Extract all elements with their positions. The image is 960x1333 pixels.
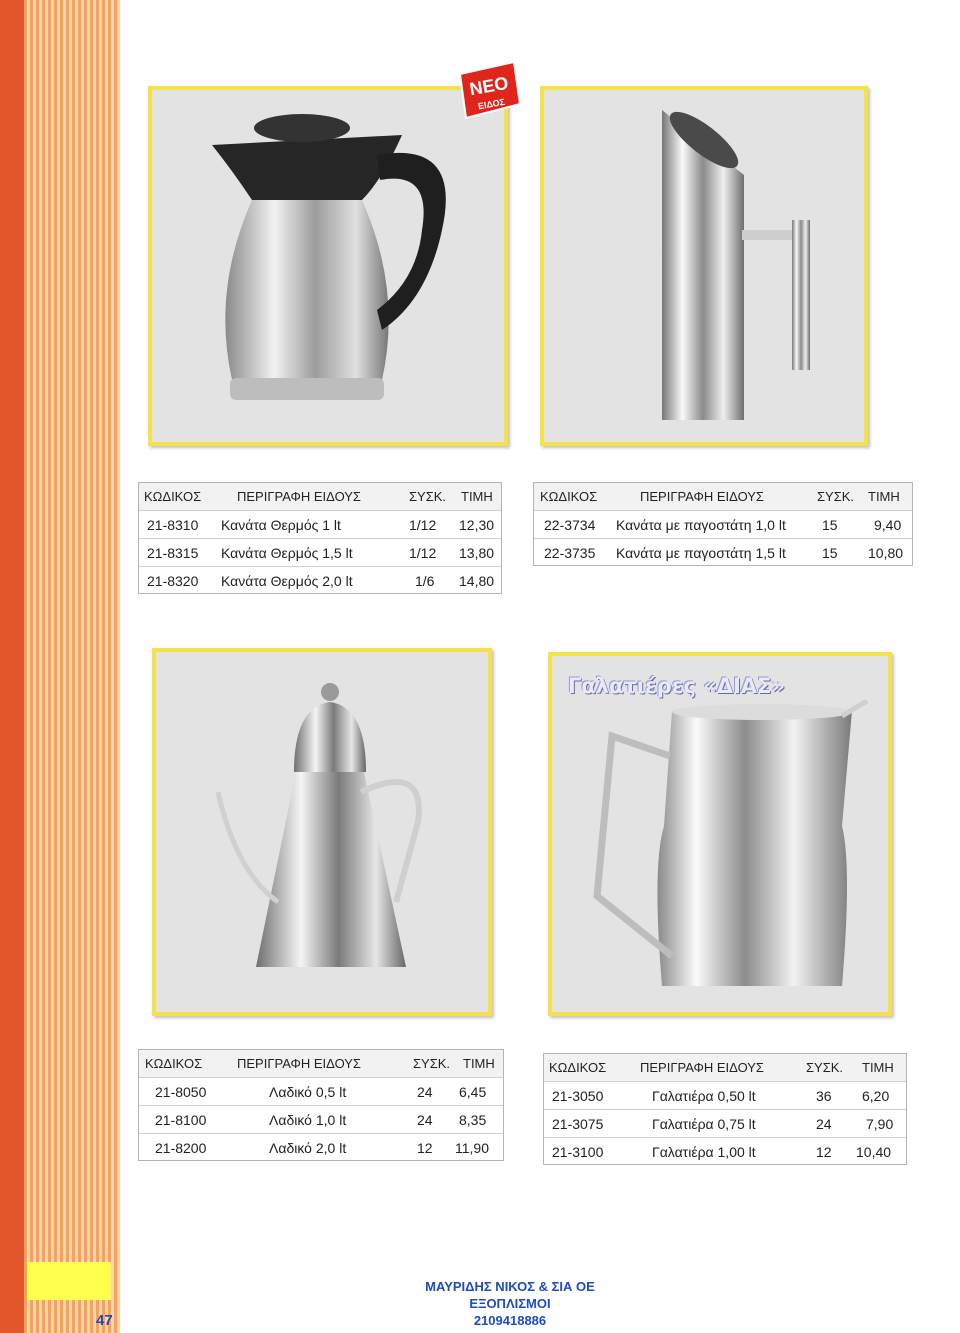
cell-price: 9,40 — [874, 517, 902, 533]
cell-desc: Γαλατιέρα 1,00 lt — [652, 1144, 756, 1160]
table-row — [544, 1137, 906, 1165]
cell-pack: 24 — [816, 1116, 832, 1132]
header-price: ΤΙΜΗ — [862, 1060, 894, 1075]
cell-code: 22-3734 — [544, 517, 596, 533]
cell-code: 22-3735 — [544, 545, 596, 561]
cell-price: 13,80 — [459, 545, 495, 561]
cell-desc: Κανάτα Θερμός 1 lt — [221, 517, 341, 533]
badge-line2: ΕΙΔΟΣ — [477, 96, 506, 112]
new-item-badge — [454, 60, 524, 122]
milk-jug-price-table — [543, 1053, 907, 1165]
cell-pack: 12 — [816, 1144, 832, 1160]
header-desc: ΠΕΡΙΓΡΑΦΗ ΕΙΔΟΥΣ — [237, 1056, 361, 1071]
header-pack: ΣΥΣΚ. — [409, 489, 447, 504]
header-desc: ΠΕΡΙΓΡΑΦΗ ΕΙΔΟΥΣ — [640, 1060, 764, 1075]
header-code: ΚΩΔΙΚΟΣ — [540, 489, 598, 504]
thermos-jug-illustration — [152, 90, 504, 442]
table-row — [139, 1133, 503, 1161]
cell-code: 21-8315 — [147, 545, 199, 561]
cell-pack: 1/6 — [415, 573, 435, 589]
header-price: ΤΙΜΗ — [461, 489, 493, 504]
cell-price: 14,80 — [459, 573, 495, 589]
badge-line1: ΝΕΟ — [468, 72, 510, 100]
cell-desc: Κανάτα Θερμός 2,0 lt — [221, 573, 353, 589]
cell-code: 21-8320 — [147, 573, 199, 589]
page-number: 47 — [96, 1312, 113, 1329]
thermos-jug-photo — [148, 86, 508, 446]
cell-desc: Λαδικό 0,5 lt — [269, 1084, 347, 1100]
cell-desc: Κανάτα Θερμός 1,5 lt — [221, 545, 353, 561]
header-desc: ΠΕΡΙΓΡΑΦΗ ΕΙΔΟΥΣ — [237, 489, 361, 504]
ice-jug-photo — [540, 86, 868, 446]
table-row — [139, 566, 501, 594]
ice-jug-price-table — [533, 482, 913, 566]
table-row — [534, 538, 912, 566]
cell-code: 21-8100 — [155, 1112, 207, 1128]
cell-code: 21-3100 — [552, 1144, 604, 1160]
cell-desc: Κανάτα με παγοστάτη 1,5 lt — [616, 545, 786, 561]
header-price: ΤΙΜΗ — [463, 1056, 495, 1071]
cell-pack: 1/12 — [409, 517, 437, 533]
table-row — [139, 1077, 503, 1105]
cell-pack: 12 — [417, 1140, 433, 1156]
table-row — [139, 538, 501, 566]
yellow-marker — [27, 1262, 111, 1300]
table-header-row — [139, 483, 501, 510]
milk-jug-photo — [548, 652, 892, 1016]
cell-desc: Γαλατιέρα 0,50 lt — [652, 1088, 756, 1104]
table-header-row — [139, 1050, 503, 1077]
header-code: ΚΩΔΙΚΟΣ — [144, 489, 202, 504]
cell-price: 7,90 — [866, 1116, 894, 1132]
cell-price: 10,40 — [856, 1144, 892, 1160]
header-code: ΚΩΔΙΚΟΣ — [145, 1056, 203, 1071]
milk-section-title: Γαλατιέρες «ΔΙΑΣ» — [568, 674, 786, 698]
header-pack: ΣΥΣΚ. — [817, 489, 855, 504]
cell-pack: 15 — [822, 517, 838, 533]
header-code: ΚΩΔΙΚΟΣ — [549, 1060, 607, 1075]
header-pack: ΣΥΣΚ. — [413, 1056, 451, 1071]
footer-phone: 2109418886 — [473, 1313, 547, 1328]
table-row — [534, 510, 912, 538]
footer-company: ΜΑΥΡΙΔΗΣ ΝΙΚΟΣ & ΣΙΑ ΟΕ — [425, 1279, 595, 1294]
header-desc: ΠΕΡΙΓΡΑΦΗ ΕΙΔΟΥΣ — [640, 489, 764, 504]
cell-desc: Γαλατιέρα 0,75 lt — [652, 1116, 756, 1132]
cell-pack: 24 — [417, 1084, 433, 1100]
table-row — [544, 1109, 906, 1137]
cell-price: 10,80 — [868, 545, 904, 561]
cell-pack: 1/12 — [409, 545, 437, 561]
table-row — [544, 1081, 906, 1109]
header-price: ΤΙΜΗ — [868, 489, 900, 504]
thermos-price-table — [138, 482, 502, 594]
footer-tagline: ΕΞΟΠΛΙΣΜΟΙ — [469, 1296, 551, 1311]
cell-code: 21-3075 — [552, 1116, 604, 1132]
cell-desc: Κανάτα με παγοστάτη 1,0 lt — [616, 517, 786, 533]
side-stripe-dark — [0, 0, 24, 1333]
oil-can-photo — [152, 648, 492, 1016]
milk-jug-illustration — [552, 656, 888, 1012]
oil-can-price-table — [138, 1049, 504, 1161]
table-row — [139, 1105, 503, 1133]
ice-jug-illustration — [544, 90, 864, 442]
cell-pack: 15 — [822, 545, 838, 561]
cell-code: 21-3050 — [552, 1088, 604, 1104]
cell-desc: Λαδικό 2,0 lt — [269, 1140, 347, 1156]
side-stripe-bar — [0, 0, 120, 1333]
cell-pack: 24 — [417, 1112, 433, 1128]
cell-desc: Λαδικό 1,0 lt — [269, 1112, 347, 1128]
cell-code: 21-8310 — [147, 517, 199, 533]
table-row — [139, 510, 501, 538]
cell-pack: 36 — [816, 1088, 832, 1104]
table-header-row — [534, 483, 912, 510]
table-header-row — [544, 1054, 906, 1081]
cell-code: 21-8200 — [155, 1140, 207, 1156]
header-pack: ΣΥΣΚ. — [806, 1060, 844, 1075]
cell-price: 12,30 — [459, 517, 495, 533]
cell-price: 8,35 — [459, 1112, 487, 1128]
cell-price: 11,90 — [455, 1140, 489, 1156]
cell-price: 6,45 — [459, 1084, 487, 1100]
cell-price: 6,20 — [862, 1088, 890, 1104]
cell-code: 21-8050 — [155, 1084, 207, 1100]
oil-can-illustration — [156, 652, 488, 1012]
